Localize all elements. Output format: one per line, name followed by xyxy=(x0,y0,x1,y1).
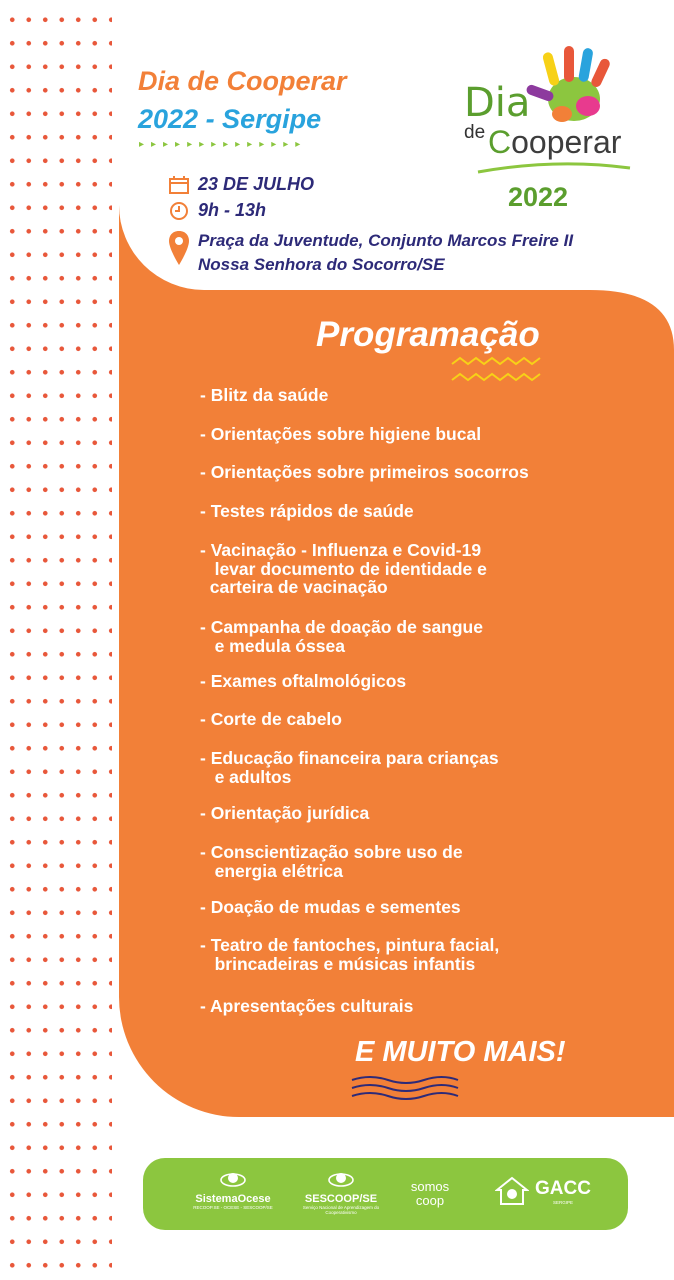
list-item: - Orientações sobre higiene bucal xyxy=(200,424,482,444)
gacc-logo xyxy=(495,1176,605,1206)
sescoop-sub: Serviço Nacional de Aprendizagem do Cooperativismo xyxy=(302,1205,380,1215)
logo-dia: Dia xyxy=(464,80,531,126)
dia-de-cooperar-logo xyxy=(462,44,642,220)
hand-logo-icon xyxy=(524,44,634,136)
list-item: - Apresentações culturais xyxy=(200,996,414,1016)
ocese-icon xyxy=(220,1170,246,1188)
zigzag-decoration xyxy=(450,356,542,386)
list-item: - Blitz da saúde xyxy=(200,385,329,405)
event-subtitle: 2022 - Sergipe xyxy=(138,104,322,134)
sescoop-name: SESCOOP/SE xyxy=(304,1193,378,1205)
list-item: - Conscientização sobre uso de energia elétrica xyxy=(200,842,463,881)
list-item: - Educação financeira para crianças e adultos xyxy=(200,748,499,787)
sistema-ocese-logo xyxy=(183,1170,283,1210)
list-item: - Corte de cabelo xyxy=(200,709,342,729)
gacc-name: GACC xyxy=(535,1177,591,1199)
arrow-decoration: ▸▸▸▸▸▸▸▸▸▸▸▸▸▸ xyxy=(139,139,308,150)
logo-de: de xyxy=(464,122,486,143)
gacc-sub: SERGIPE xyxy=(552,1199,573,1205)
somos-coop-logo xyxy=(395,1180,465,1208)
list-item: - Orientações sobre primeiros socorros xyxy=(200,462,529,482)
logo-cooperar-c: C xyxy=(488,124,512,160)
time-line xyxy=(168,200,266,221)
location-line-1: Praça da Juventude, Conjunto Marcos Freire II xyxy=(198,231,574,250)
gacc-house-icon xyxy=(495,1176,529,1206)
sponsor-footer xyxy=(143,1158,628,1230)
clock-icon xyxy=(168,201,190,221)
somos-coop-name: somos coop xyxy=(410,1179,450,1208)
dotted-pattern xyxy=(0,0,112,1280)
logo-cooperar xyxy=(488,124,621,161)
event-title: Dia de Cooperar xyxy=(138,66,347,96)
event-date: 23 DE JULHO xyxy=(198,174,315,194)
programacao-title: Programação xyxy=(316,315,540,354)
closing-text: E MUITO MAIS! xyxy=(355,1036,566,1068)
location-block xyxy=(168,229,573,277)
wave-decoration xyxy=(350,1074,460,1100)
sescoop-icon xyxy=(328,1170,354,1188)
calendar-icon xyxy=(168,175,190,195)
sistema-ocese-name: SistemaOcese xyxy=(195,1193,271,1205)
list-item: - Testes rápidos de saúde xyxy=(200,501,414,521)
logo-cooperar-rest: ooperar xyxy=(511,124,622,160)
date-line xyxy=(168,174,314,195)
list-item: - Orientação jurídica xyxy=(200,803,370,823)
list-item: - Vacinação - Influenza e Covid-19 levar documento de identidade e carteira de vacinação xyxy=(200,540,487,597)
list-item: - Exames oftalmológicos xyxy=(200,671,407,691)
list-item: - Campanha de doação de sangue e medula óssea xyxy=(200,617,483,656)
logo-year: 2022 xyxy=(508,182,569,212)
sescoop-logo xyxy=(291,1170,391,1215)
sistema-ocese-sub: RECOOP.SE - OCESE - SESCOOP/SE xyxy=(193,1205,273,1210)
map-pin-icon xyxy=(168,229,190,269)
list-item: - Teatro de fantoches, pintura facial, brincadeiras e músicas infantis xyxy=(200,935,500,974)
list-item: - Doação de mudas e sementes xyxy=(200,897,461,917)
event-time: 9h - 13h xyxy=(198,200,267,220)
logo-swoosh xyxy=(476,162,632,178)
location-line-2: Nossa Senhora do Socorro/SE xyxy=(198,255,445,274)
